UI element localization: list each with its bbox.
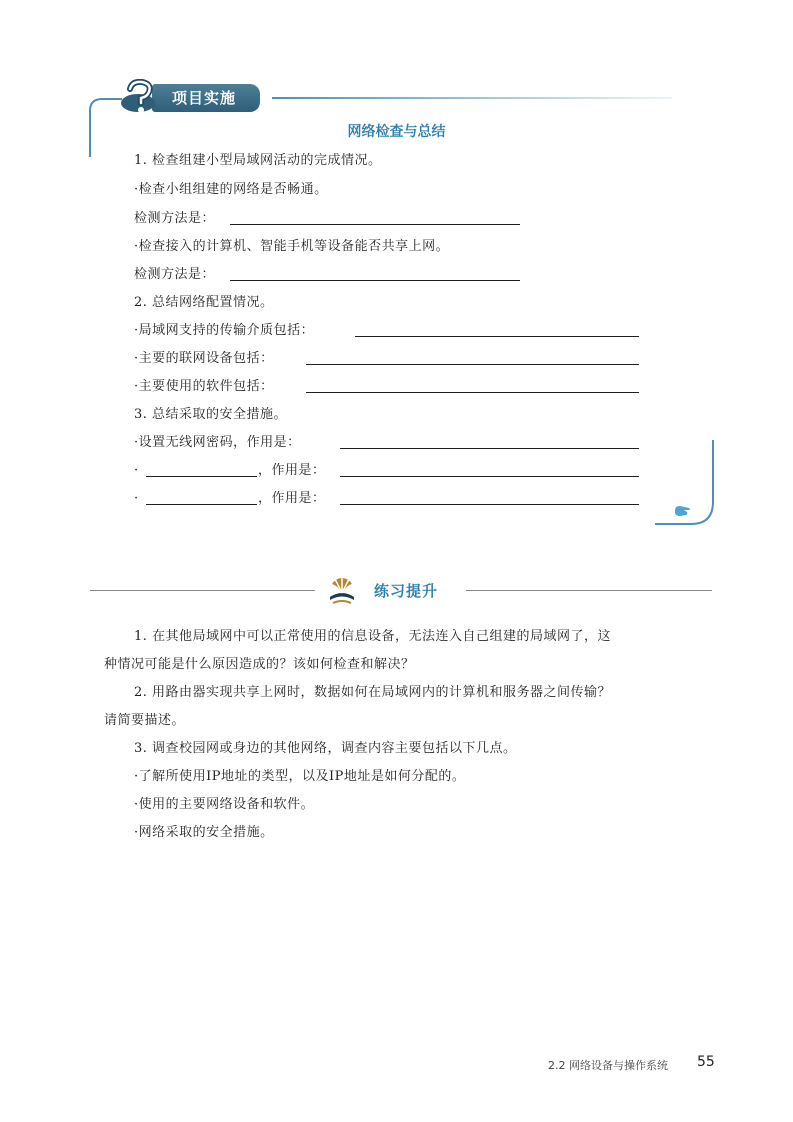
footer-section-title: 2.2 网络设备与操作系统: [548, 1059, 668, 1072]
item-2: 2. 总结网络配置情况。: [134, 295, 274, 310]
question-1-line-1: 1. 在其他局域网中可以正常使用的信息设备，无法连入自己组建的局域网了，这: [134, 629, 612, 644]
answer-blank-method-2[interactable]: [230, 280, 520, 281]
method-label-2: 检测方法是：: [134, 267, 216, 282]
pointing-hand-icon: [674, 504, 692, 518]
item-1: 1. 检查组建小型局域网活动的完成情况。: [134, 153, 382, 168]
section-title: 网络检查与总结: [347, 124, 446, 140]
devices-label: ·主要的联网设备包括：: [134, 351, 274, 366]
question-3-bullet-1: ·了解所使用IP地址的类型，以及IP地址是如何分配的。: [134, 769, 466, 784]
question-2-line-1: 2. 用路由器实现共享上网时，数据如何在局域网内的计算机和服务器之间传输？: [134, 685, 612, 700]
answer-blank-media[interactable]: [355, 336, 639, 337]
section-tab-label: 项目实施: [152, 84, 260, 112]
media-label: ·局域网支持的传输介质包括：: [134, 323, 315, 338]
answer-blank-software[interactable]: [306, 392, 639, 393]
question-3-bullet-2: ·使用的主要网络设备和软件。: [134, 797, 315, 812]
software-label: ·主要使用的软件包括：: [134, 379, 274, 394]
question-mark-icon: [118, 79, 162, 115]
answer-blank-wifi[interactable]: [340, 448, 639, 449]
question-3: 3. 调查校园网或身边的其他网络，调查内容主要包括以下几点。: [134, 741, 517, 756]
wifi-label: ·设置无线网密码，作用是：: [134, 435, 301, 450]
bullet-measure-2: ·: [134, 463, 139, 478]
answer-blank-method-1[interactable]: [230, 224, 520, 225]
practice-divider-right: [466, 590, 712, 591]
method-label-1: 检测方法是：: [134, 211, 216, 226]
item-3: 3. 总结采取的安全措施。: [134, 407, 288, 422]
question-1-line-2: 种情况可能是什么原因造成的？该如何检查和解决？: [104, 657, 415, 672]
bullet-network-connectivity: ·检查小组组建的网络是否畅通。: [134, 182, 328, 197]
role-label-3: ，作用是：: [258, 491, 326, 506]
sunrise-icon: [327, 573, 357, 605]
question-2-line-2: 请简要描述。: [104, 713, 186, 728]
page-number: 55: [697, 1054, 715, 1070]
question-3-bullet-3: ·网络采取的安全措施。: [134, 825, 274, 840]
answer-blank-measure-3[interactable]: [146, 504, 257, 505]
bullet-measure-3: ·: [134, 491, 139, 506]
answer-blank-role-2[interactable]: [340, 476, 639, 477]
banner-divider-line: [272, 97, 672, 99]
role-label-2: ，作用是：: [258, 463, 326, 478]
answer-blank-devices[interactable]: [306, 364, 639, 365]
practice-divider-left: [90, 590, 315, 591]
answer-blank-measure-2[interactable]: [146, 476, 257, 477]
answer-blank-role-3[interactable]: [340, 504, 639, 505]
practice-title: 练习提升: [374, 582, 439, 600]
bullet-device-sharing: ·检查接入的计算机、智能手机等设备能否共享上网。: [134, 239, 450, 254]
